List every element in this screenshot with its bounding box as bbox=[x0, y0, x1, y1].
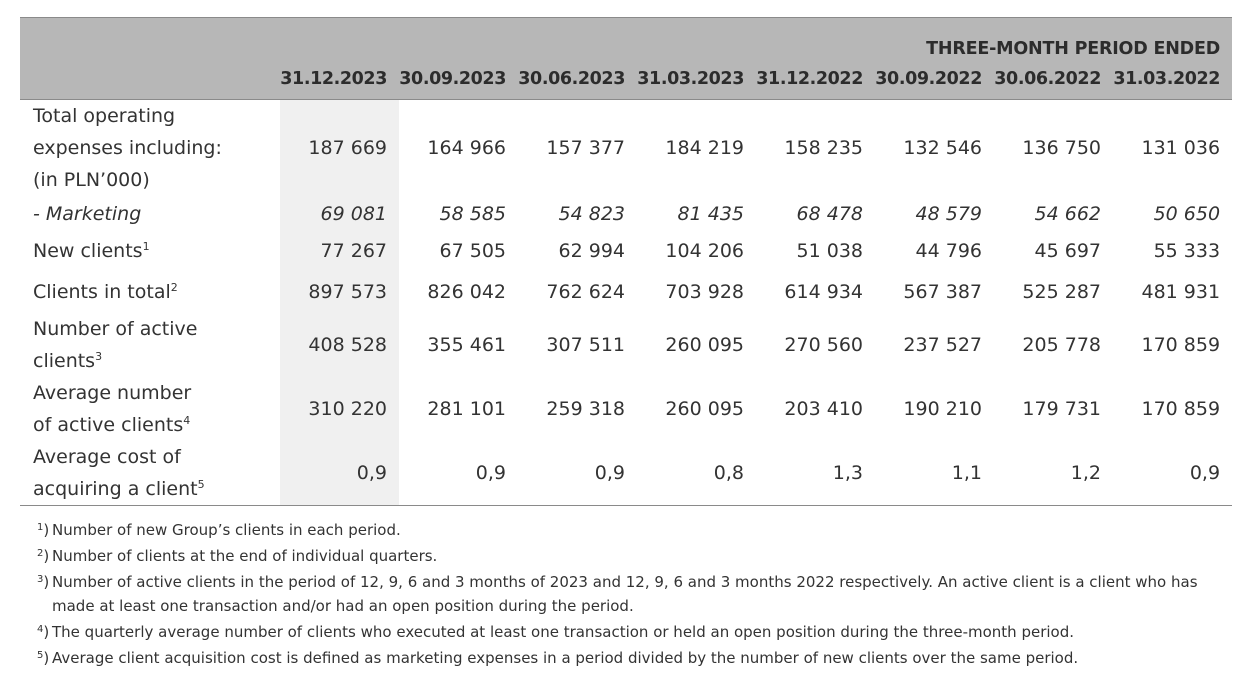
footnote-ref: 2 bbox=[170, 280, 178, 294]
column-header: 31.12.2022 bbox=[756, 59, 875, 100]
value-cell: 826 042 bbox=[427, 280, 506, 303]
value-cell: 0,8 bbox=[637, 441, 756, 506]
value-cell: 205 778 bbox=[1022, 333, 1101, 356]
footnote-marker: $^1$) bbox=[37, 521, 50, 539]
column-header: 30.09.2023 bbox=[399, 59, 518, 100]
footnote-number: 3 bbox=[37, 574, 44, 585]
value-cell: 355 461 bbox=[427, 333, 506, 356]
footnotes bbox=[37, 518, 1217, 672]
footnote-text: Number of new Group’s clients in each period. bbox=[52, 521, 401, 539]
footnote-marker: $^5$) bbox=[37, 649, 50, 667]
footnote-ref: 4 bbox=[183, 413, 191, 427]
footnote-ref: 3 bbox=[95, 349, 103, 363]
value-cell: 0,9 bbox=[518, 441, 637, 506]
row-label-line: (in PLN’000) bbox=[33, 169, 150, 192]
row-label bbox=[20, 197, 280, 231]
value-cell: 77 267 bbox=[280, 231, 399, 271]
value-cell: 45 697 bbox=[1034, 239, 1101, 262]
table-row bbox=[20, 313, 1232, 377]
value-cell: 69 081 bbox=[280, 197, 399, 231]
value-cell: 307 511 bbox=[546, 333, 625, 356]
row-label-line: acquiring a client bbox=[33, 477, 198, 500]
footnote-ref: 5 bbox=[197, 477, 205, 491]
value-cell: 187 669 bbox=[280, 100, 399, 197]
row-label-line: Number of active bbox=[33, 317, 198, 340]
value-cell: 104 206 bbox=[665, 239, 744, 262]
value-cell: 270 560 bbox=[784, 333, 863, 356]
footnote-text: Number of active clients in the period of 12, 9, 6 and 3 months of 2023 and 12, 9, 6 and 3 months 2022 respectively. An active client is a client who has made at least one transaction and/or had an open position during the period. bbox=[52, 573, 1198, 615]
value-cell: 170 859 bbox=[1141, 333, 1221, 356]
value-cell: 54 823 bbox=[558, 202, 625, 225]
period-header-row bbox=[20, 18, 1232, 60]
value-cell: 0,9 bbox=[1113, 441, 1232, 506]
footnote-text: Average client acquisition cost is defined as marketing expenses in a period divided by the number of new clients over the same period. bbox=[52, 649, 1079, 667]
column-header: 30.06.2022 bbox=[994, 59, 1113, 100]
value-cell: 310 220 bbox=[280, 377, 399, 441]
row-label-line: Average number bbox=[33, 381, 192, 404]
value-cell: 55 333 bbox=[1153, 239, 1221, 262]
row-label bbox=[20, 441, 280, 506]
value-cell: 67 505 bbox=[439, 239, 506, 262]
value-cell: 0,9 bbox=[399, 441, 518, 506]
table-row bbox=[20, 441, 1232, 506]
table-row bbox=[20, 377, 1232, 441]
value-cell: 170 859 bbox=[1141, 397, 1221, 420]
row-label-line: New clients bbox=[33, 239, 143, 262]
row-label bbox=[20, 100, 280, 197]
value-cell: 164 966 bbox=[427, 137, 506, 160]
footnote-text: The quarterly average number of clients who executed at least one transaction or held an open position during the three-month period. bbox=[52, 623, 1074, 641]
row-label-line: Clients in total bbox=[33, 280, 171, 303]
date-header-row bbox=[20, 59, 1232, 100]
value-cell: 203 410 bbox=[784, 397, 863, 420]
value-cell: 157 377 bbox=[546, 137, 625, 160]
row-label bbox=[20, 271, 280, 313]
row-label bbox=[20, 313, 280, 377]
value-cell: 58 585 bbox=[439, 202, 506, 225]
footnote-number: 5 bbox=[37, 650, 44, 661]
value-cell: 237 527 bbox=[903, 333, 982, 356]
footnote-ref: 1 bbox=[142, 239, 150, 253]
row-label-line: Total operating bbox=[33, 105, 176, 128]
row-label-line: - Marketing bbox=[33, 202, 142, 225]
value-cell: 184 219 bbox=[665, 137, 744, 160]
value-cell: 897 573 bbox=[280, 271, 399, 313]
footnote bbox=[37, 544, 1217, 568]
column-header: 31.03.2022 bbox=[1113, 59, 1232, 100]
value-cell: 614 934 bbox=[784, 280, 863, 303]
value-cell: 1,2 bbox=[994, 441, 1113, 506]
value-cell: 1,3 bbox=[756, 441, 875, 506]
row-label bbox=[20, 231, 280, 271]
row-label-line: expenses including: bbox=[33, 137, 222, 160]
table-row bbox=[20, 197, 1232, 231]
value-cell: 62 994 bbox=[558, 239, 625, 262]
value-cell: 281 101 bbox=[427, 397, 506, 420]
value-cell: 131 036 bbox=[1141, 137, 1221, 160]
row-label-line: of active clients bbox=[33, 413, 184, 436]
value-cell: 762 624 bbox=[546, 280, 625, 303]
period-header: THREE-MONTH PERIOD ENDED bbox=[20, 18, 1232, 60]
row-label-line: clients bbox=[33, 349, 96, 372]
footnote bbox=[37, 646, 1217, 670]
footnote-marker: $^3$) bbox=[37, 573, 50, 591]
value-cell: 68 478 bbox=[796, 202, 863, 225]
value-cell: 132 546 bbox=[903, 137, 982, 160]
row-label-line: Average cost of bbox=[33, 445, 181, 468]
value-cell: 51 038 bbox=[796, 239, 863, 262]
value-cell: 158 235 bbox=[784, 137, 863, 160]
value-cell: 408 528 bbox=[280, 313, 399, 377]
table-row bbox=[20, 100, 1232, 197]
footnote-number: 1 bbox=[37, 522, 44, 533]
kpi-table-container bbox=[20, 17, 1230, 506]
value-cell: 260 095 bbox=[665, 397, 744, 420]
footnote bbox=[37, 570, 1217, 618]
value-cell: 0,9 bbox=[280, 441, 399, 506]
value-cell: 481 931 bbox=[1141, 280, 1221, 303]
value-cell: 525 287 bbox=[1022, 280, 1101, 303]
kpi-table bbox=[20, 17, 1232, 506]
value-cell: 136 750 bbox=[1022, 137, 1101, 160]
value-cell: 703 928 bbox=[665, 280, 744, 303]
value-cell: 259 318 bbox=[546, 397, 625, 420]
value-cell: 44 796 bbox=[915, 239, 982, 262]
footnote bbox=[37, 620, 1217, 644]
footnote-number: 2 bbox=[37, 548, 44, 559]
value-cell: 1,1 bbox=[875, 441, 994, 506]
value-cell: 50 650 bbox=[1153, 202, 1221, 225]
value-cell: 54 662 bbox=[1034, 202, 1101, 225]
column-header: 30.06.2023 bbox=[518, 59, 637, 100]
footnote-text: Number of clients at the end of individual quarters. bbox=[52, 547, 438, 565]
footnote-number: 4 bbox=[37, 624, 44, 635]
value-cell: 260 095 bbox=[665, 333, 744, 356]
value-cell: 48 579 bbox=[915, 202, 982, 225]
table-body bbox=[20, 100, 1232, 506]
column-header: 31.12.2023 bbox=[280, 59, 399, 100]
value-cell: 567 387 bbox=[903, 280, 982, 303]
empty-header-cell bbox=[20, 59, 280, 100]
value-cell: 179 731 bbox=[1022, 397, 1101, 420]
column-header: 30.09.2022 bbox=[875, 59, 994, 100]
footnote-marker: $^2$) bbox=[37, 547, 50, 565]
footnote-marker: $^4$) bbox=[37, 623, 50, 641]
table-row bbox=[20, 231, 1232, 271]
value-cell: 190 210 bbox=[903, 397, 982, 420]
row-label bbox=[20, 377, 280, 441]
value-cell: 81 435 bbox=[677, 202, 744, 225]
footnote bbox=[37, 518, 1217, 542]
table-row bbox=[20, 271, 1232, 313]
column-header: 31.03.2023 bbox=[637, 59, 756, 100]
